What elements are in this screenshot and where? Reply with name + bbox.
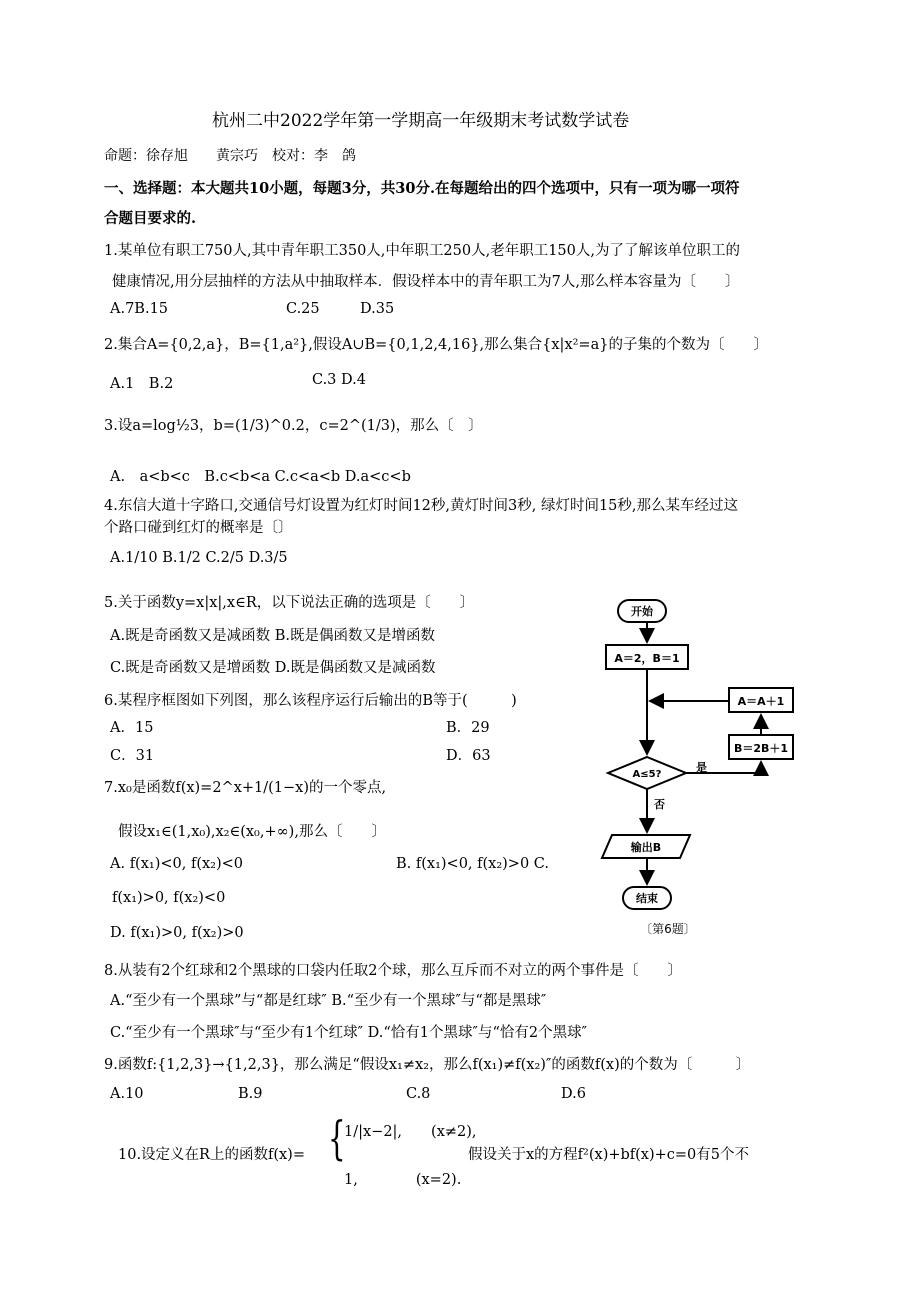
q6-option-a: A．15 <box>110 720 154 736</box>
q7-condition: 假设x₁∈(1,x₀),x₂∈(x₀,+∞),那么〔 〕 <box>118 824 386 840</box>
q1-option-ab: A.7B.15 <box>110 301 169 317</box>
q10-stem-post: 假设关于x的方程f²(x)+bf(x)+c=0有5个不 <box>468 1147 750 1163</box>
page-title: 杭州二中2022学年第一学期高一年级期末考试数学试卷 <box>212 111 630 131</box>
q7-option-c: f(x₁)>0, f(x₂)<0 <box>112 890 226 906</box>
q9-option-b: B.9 <box>238 1086 263 1102</box>
flow-output-label: 输出B <box>630 841 662 854</box>
q3-stem: 3.设a=log½3，b=(1/3)^0.2，c=2^(1/3)，那么〔 〕 <box>104 418 483 434</box>
flow-start-node <box>618 600 666 622</box>
q1-option-d: D.35 <box>360 301 395 317</box>
q2-stem: 2.集合A={0,2,a}，B={1,a²},假设A∪B={0,1,2,4,16},那么集合{x|x²=a}的子集的个数为〔 〕 <box>104 337 768 353</box>
flow-update-label: B＝2B＋1 <box>733 742 789 755</box>
flow-end-label: 结束 <box>636 892 658 905</box>
q5-option-ab: A.既是奇函数又是减函数 B.既是偶函数又是增函数 <box>110 628 435 644</box>
flow-caption: 〔第6题〕 <box>640 922 696 936</box>
q5-option-cd: C.既是奇函数又是增函数 D.既是偶函数又是减函数 <box>110 660 436 676</box>
q7-option-b: B. f(x₁)<0, f(x₂)>0 C. <box>396 856 549 872</box>
flow-inc-label: A＝A＋1 <box>737 695 785 708</box>
q10-case2: 1, (x=2). <box>344 1172 462 1188</box>
q1-option-c: C.25 <box>286 301 320 317</box>
q5-stem: 5.关于函数y=x|x|,x∈R，以下说法正确的选项是〔 〕 <box>104 595 475 611</box>
q6-option-c: C．31 <box>110 748 155 764</box>
flow-inc-node <box>729 688 793 712</box>
q8-stem: 8.从装有2个红球和2个黑球的口袋内任取2个球，那么互斥而不对立的两个事件是〔 〕 <box>104 963 683 979</box>
flow-start-label: 开始 <box>631 605 653 618</box>
q1-stem-line1: 1.某单位有职工750人,其中青年职工350人,中年职工250人,老年职工150人,为了了解该单位职工的 <box>104 243 740 259</box>
q4-stem-line1: 4.东信大道十字路口,交通信号灯设置为红灯时间12秒,黄灯时间3秒, 绿灯时间15秒,那么某车经过这 <box>104 498 739 514</box>
flow-output-node <box>602 835 690 858</box>
q7-option-a: A. f(x₁)<0, f(x₂)<0 <box>110 856 243 872</box>
flow-update-node <box>729 735 793 759</box>
authors: 命题：徐存旭 黄宗巧 校对：李 鸽 <box>104 148 356 164</box>
q6-stem: 6.某程序框图如下列图，那么该程序运行后输出的B等于( ) <box>104 693 517 709</box>
q9-stem: 9.函数f:{1,2,3}→{1,2,3}，那么满足“假设x₁≠x₂，那么f(x₁)≠f(x₂)″的函数f(x)的个数为〔 〕 <box>104 1057 751 1073</box>
q3-options: A. a<b<c B.c<b<a C.c<a<b D.a<c<b <box>110 469 411 485</box>
q10-case1: 1/|x−2|, (x≠2), <box>344 1124 477 1140</box>
q2-option-ab: A.1 B.2 <box>110 376 174 392</box>
q9-option-c: C.8 <box>406 1086 431 1102</box>
flow-init-node <box>606 645 688 669</box>
q4-options: A.1/10 B.1/2 C.2/5 D.3/5 <box>110 550 288 566</box>
flow-init-label: A＝2，B＝1 <box>614 652 680 665</box>
q9-option-a: A.10 <box>110 1086 144 1102</box>
q7-stem: 7.x₀是函数f(x)=2^x+1/(1−x)的一个零点, <box>104 780 387 796</box>
q6-option-d: D．63 <box>446 748 491 764</box>
q10-brace: { <box>328 1111 346 1165</box>
q4-stem-line2: 个路口碰到红灯的概率是〔〕 <box>104 520 293 536</box>
flow-yes-label: 是 <box>696 761 707 774</box>
q10-stem-pre: 10.设定义在R上的函数f(x)= <box>118 1147 305 1163</box>
flow-no-label: 否 <box>654 798 665 811</box>
flow-end-node <box>623 887 671 909</box>
section-heading: 一、选择题：本大题共10小题，每题3分，共30分.在每题给出的四个选项中，只有一项为哪一项符 <box>104 180 740 197</box>
q7-option-d: D. f(x₁)>0, f(x₂)>0 <box>110 925 244 941</box>
q8-option-ab: A.“至少有一个黑球”与“都是红球″ B.“至少有一个黑球″与“都是黑球″ <box>110 993 547 1009</box>
flow-decision-label: A≤5? <box>632 769 662 780</box>
section-heading-cont: 合题目要求的. <box>104 210 197 227</box>
flowchart <box>590 590 810 945</box>
q1-stem-line2: 健康情况,用分层抽样的方法从中抽取样本．假设样本中的青年职工为7人,那么样本容量为〔 〕 <box>112 274 740 290</box>
q9-option-d: D.6 <box>561 1086 586 1102</box>
q8-option-cd: C.“至少有一个黑球″与“至少有1个红球″ D.“恰有1个黑球″与“恰有2个黑球″ <box>110 1025 588 1041</box>
q6-option-b: B．29 <box>446 720 490 736</box>
flow-decision-node <box>608 757 686 789</box>
q2-option-cd: C.3 D.4 <box>312 372 366 388</box>
